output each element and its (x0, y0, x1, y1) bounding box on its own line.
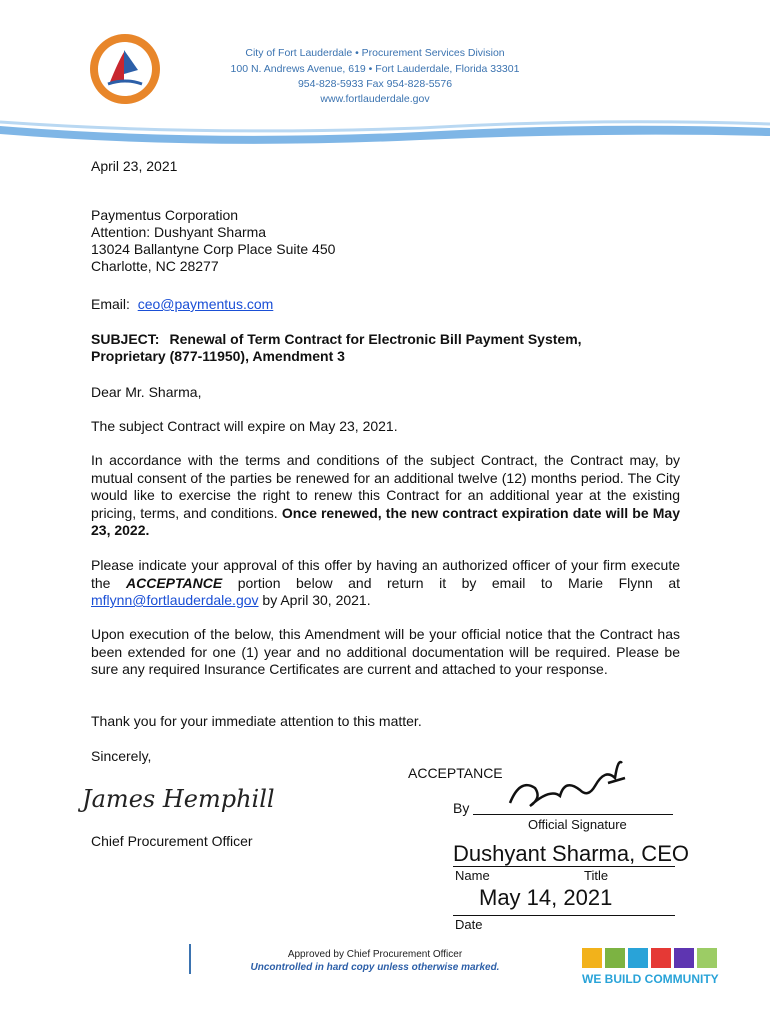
salutation: Dear Mr. Sharma, (91, 384, 202, 400)
acceptance-heading: ACCEPTANCE (408, 765, 503, 781)
header-line-1: City of Fort Lauderdale • Procurement Services Division (245, 47, 505, 59)
closing: Sincerely, (91, 748, 152, 764)
paragraph-approval-text-b: portion below and return it by email to Marie Flynn at (222, 574, 680, 591)
name-line (453, 866, 675, 867)
recipient-company: Paymentus Corporation (91, 207, 239, 223)
sender-signature: James Hemphill (82, 785, 275, 813)
date-label: Date (455, 917, 483, 932)
paragraph-thanks: Thank you for your immediate attention to this matter. (91, 713, 422, 729)
paragraph-renewal (91, 452, 680, 540)
recipient-email-line (91, 296, 273, 313)
name-label: Name (455, 868, 490, 883)
recipient-address-2: Charlotte, NC 28277 (91, 258, 219, 274)
acceptance-emphasis: ACCEPTANCE (125, 574, 223, 591)
shield-icon (674, 948, 694, 968)
paragraph-expiration: The subject Contract will expire on May 23, 2021. (91, 418, 398, 434)
leaf-icon (605, 948, 625, 968)
chart-icon (651, 948, 671, 968)
footer-uncontrolled: Uncontrolled in hard copy unless otherwise marked. (250, 962, 500, 973)
marie-flynn-email-link[interactable]: mflynn@fortlauderdale.gov (91, 592, 259, 608)
paragraph-execution: Upon execution of the below, this Amendment will be your official notice that the Contract has been extended for one (1) year and no additional documentation will be required. Please be sure any required Insurance Certificates are current and attached to your response. (91, 626, 680, 677)
header-line-3: 954-828-5933 Fax 954-828-5576 (297, 78, 453, 90)
we-build-community-icons (582, 946, 722, 970)
paragraph-approval-text-c: by April 30, 2021. (258, 592, 371, 608)
recipient-attention: Attention: Dushyant Sharma (91, 224, 267, 240)
footer-accent-bar (189, 944, 191, 974)
email-label: Email: (91, 296, 138, 312)
header-line-2: 100 N. Andrews Avenue, 619 • Fort Lauderdale, Florida 33301 (230, 63, 520, 75)
paragraph-approval-text-a: Please indicate your approval of this offer by having an authorized officer of your firm execute the (91, 557, 680, 591)
official-signature-label: Official Signature (528, 817, 627, 832)
recipient-address-1: 13024 Ballantyne Corp Place Suite 450 (91, 241, 336, 257)
date-line (453, 915, 675, 916)
recipient-email-link[interactable]: ceo@paymentus.com (137, 296, 274, 312)
sun-icon (582, 948, 602, 968)
subject-line-1 (91, 331, 582, 348)
header-wave-divider (0, 108, 770, 148)
paragraph-renewal-text: In accordance with the terms and conditions of the subject Contract, the Contract may, by mutual consent of the parties be renewed for an additional twelve (12) months period. The City would like to exercise the right to renew this Contract for an additional year at the existing pricing, terms, and conditions. (91, 452, 680, 521)
handshake-icon (697, 948, 717, 968)
paragraph-approval (91, 557, 680, 610)
acceptance-signature-image (500, 748, 630, 818)
acceptance-name-value: Dushyant Sharma, CEO (453, 841, 689, 866)
title-label: Title (584, 868, 609, 883)
paragraph-renewal-bold: Once renewed, the new contract expiration date will be May 23, 2022. (91, 504, 680, 538)
subject-text-1: Renewal of Term Contract for Electronic Bill Payment System, (169, 331, 582, 347)
house-icon (628, 948, 648, 968)
sender-title: Chief Procurement Officer (91, 833, 253, 849)
city-seal-logo (88, 32, 162, 106)
acceptance-date-value: May 14, 2021 (479, 885, 613, 910)
subject-label: SUBJECT: (91, 331, 160, 347)
footer-approved: Approved by Chief Procurement Officer (287, 949, 463, 960)
acceptance-by-label: By (453, 800, 470, 816)
subject-line-2: Proprietary (877-11950), Amendment 3 (91, 348, 345, 364)
letter-date: April 23, 2021 (91, 158, 178, 174)
header-line-4[interactable]: www.fortlauderdale.gov (320, 93, 430, 105)
footer-slogan: WE BUILD COMMUNITY (582, 972, 719, 986)
